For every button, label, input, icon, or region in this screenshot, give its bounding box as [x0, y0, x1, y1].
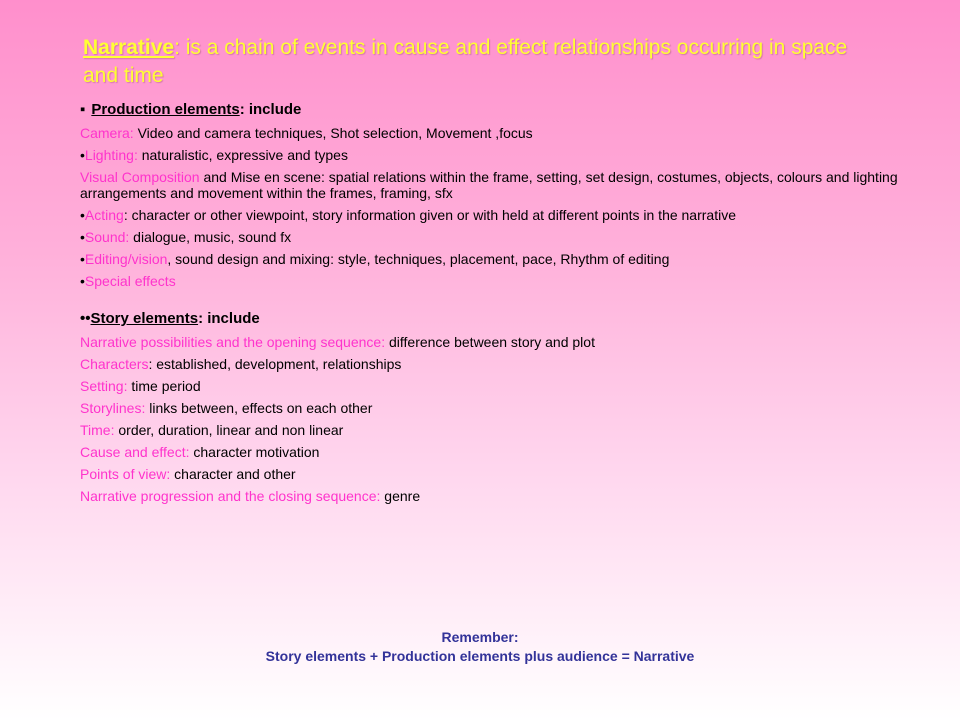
spacer — [80, 295, 900, 311]
story-item-time — [80, 422, 900, 438]
production-item-visual-composition — [80, 169, 900, 201]
item-text: links between, effects on each other — [145, 400, 373, 416]
item-text: difference between story and plot — [385, 334, 595, 350]
item-text: naturalistic, expressive and types — [137, 147, 348, 163]
title-keyword: Narrative — [83, 36, 175, 59]
story-item-storylines — [80, 400, 900, 416]
story-item-setting — [80, 378, 900, 394]
item-label: Narrative possibilities and the opening sequence: — [80, 334, 386, 350]
production-item-special-effects — [80, 273, 900, 289]
bullet-icon: • — [80, 147, 85, 163]
production-item-lighting — [80, 147, 900, 163]
story-heading-suffix: : include — [198, 310, 260, 327]
production-item-editing — [80, 251, 900, 267]
story-item-cause-and-effect — [80, 444, 900, 460]
production-item-sound — [80, 229, 900, 245]
item-label: Points of view: — [80, 466, 171, 482]
item-text: Video and camera techniques, Shot selection, Movement ,focus — [133, 125, 533, 141]
story-heading-label: Story elements — [90, 310, 199, 327]
item-label: Visual Composition — [80, 169, 200, 185]
item-text: character motivation — [189, 444, 320, 460]
remember-equation: Story elements + Production elements plus audience = Narrative — [265, 648, 695, 664]
item-text: , sound design and mixing: style, techniques, placement, pace, Rhythm of editing — [167, 251, 670, 267]
item-label: Storylines: — [80, 400, 146, 416]
slide-title — [83, 34, 883, 90]
production-item-acting — [80, 207, 900, 223]
production-heading — [80, 102, 900, 118]
story-heading — [80, 311, 900, 327]
production-item-camera — [80, 125, 900, 141]
production-heading-label: Production elements — [91, 101, 240, 118]
item-text: order, duration, linear and non linear — [114, 422, 344, 438]
story-item-characters — [80, 356, 900, 372]
item-label: Editing/vision — [84, 251, 168, 267]
story-item-narrative-possibilities — [80, 334, 900, 350]
item-label: Narrative progression and the closing sequence: — [80, 488, 381, 504]
title-definition: : is a chain of events in cause and effect relationships occurring in space and time — [83, 36, 848, 87]
item-text: and Mise en scene: spatial relations within the frame, setting, set design, costumes, objects, colours and lighting arrangements and movement within the frames, framing, sfx — [80, 169, 898, 201]
item-label: Cause and effect: — [80, 444, 190, 460]
item-label: Camera: — [80, 125, 134, 141]
item-label: Setting: — [80, 378, 128, 394]
content-body — [80, 102, 900, 510]
remember-heading: Remember: — [441, 629, 519, 645]
bullet-icon: • — [80, 229, 85, 245]
item-label: Characters — [80, 356, 149, 372]
story-item-narrative-progression — [80, 488, 900, 504]
item-label: Special effects — [84, 273, 176, 289]
double-bullet-icon: •• — [80, 310, 91, 327]
square-bullet-icon: ▪ — [80, 101, 86, 118]
story-item-points-of-view — [80, 466, 900, 482]
item-text: : established, development, relationships — [148, 356, 402, 372]
bullet-icon: • — [80, 207, 85, 223]
item-text: genre — [380, 488, 421, 504]
item-label: Time: — [80, 422, 115, 438]
item-label: Lighting: — [84, 147, 138, 163]
item-text: dialogue, music, sound fx — [129, 229, 292, 245]
production-heading-suffix: : include — [239, 101, 302, 118]
bullet-icon: • — [80, 251, 85, 267]
item-text: character and other — [170, 466, 296, 482]
remember-box — [0, 628, 960, 666]
bullet-icon: • — [80, 273, 85, 289]
item-text: : character or other viewpoint, story information given or with held at different points in the narrative — [123, 207, 736, 223]
item-text: time period — [127, 378, 201, 394]
item-label: Acting — [84, 207, 124, 223]
item-label: Sound: — [84, 229, 130, 245]
